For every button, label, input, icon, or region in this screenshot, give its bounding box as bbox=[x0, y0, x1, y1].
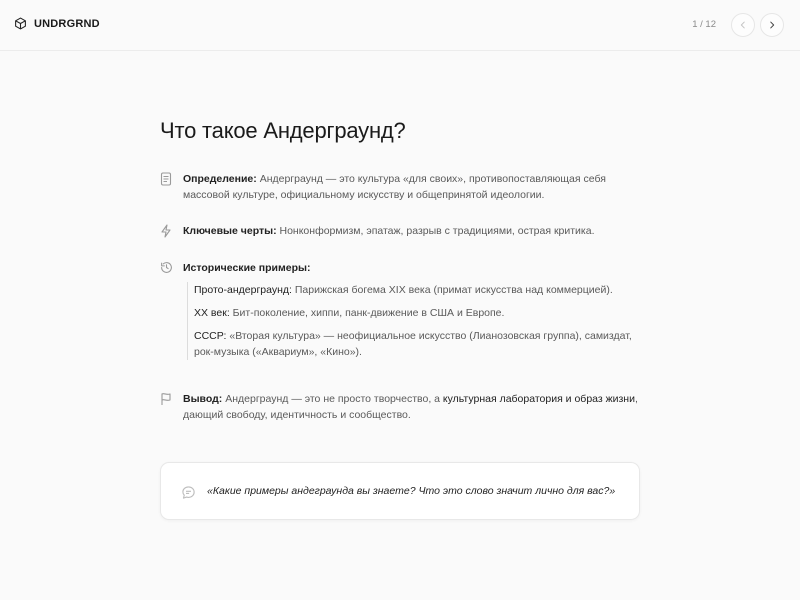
features-label: Ключевые черты: bbox=[183, 225, 277, 237]
discussion-question-card bbox=[160, 462, 640, 520]
definition-item bbox=[160, 171, 640, 203]
history-label: Исторические примеры: bbox=[183, 262, 311, 274]
top-bar bbox=[0, 0, 800, 51]
conclusion-text bbox=[183, 391, 640, 423]
chevron-left-icon bbox=[738, 20, 748, 30]
brand[interactable] bbox=[14, 17, 100, 30]
history-icon bbox=[160, 261, 174, 275]
chevron-right-icon bbox=[767, 20, 777, 30]
lightning-icon bbox=[160, 224, 174, 238]
example-label: XX век: bbox=[194, 307, 230, 319]
conclusion-label: Вывод: bbox=[183, 393, 223, 405]
discussion-question: «Какие примеры андеграунда вы знаете? Что это слово значит лично для вас?» bbox=[207, 485, 616, 497]
next-slide-button[interactable] bbox=[760, 13, 784, 37]
conclusion-body-end: , дающий свободу, идентичность и сообщество. bbox=[183, 393, 638, 421]
features-item bbox=[160, 223, 640, 239]
example-text: «Вторая культура» — неофициальное искусство (Лианозовская группа), самиздат, рок-музыка («Аквариум», «Кино»). bbox=[194, 330, 632, 358]
example-label: Прото-андерграунд: bbox=[194, 284, 292, 296]
speech-bubble-icon bbox=[181, 485, 196, 505]
definition-label: Определение: bbox=[183, 173, 257, 185]
example-item bbox=[194, 282, 640, 298]
conclusion-highlight: культурная лаборатория и образ жизни bbox=[442, 393, 635, 405]
example-item bbox=[194, 305, 640, 321]
history-item bbox=[160, 260, 640, 367]
document-icon bbox=[160, 172, 174, 186]
example-text: Парижская богема XIX века (примат искусства над коммерцией). bbox=[291, 284, 613, 296]
slide-title: Что такое Андерграунд? bbox=[160, 118, 406, 143]
features-body: Нонконформизм, эпатаж, разрыв с традициями, острая критика. bbox=[276, 225, 595, 237]
definition-text bbox=[183, 171, 640, 203]
example-item bbox=[194, 328, 640, 360]
flag-icon bbox=[160, 392, 174, 406]
page-counter: 1 / 12 bbox=[692, 19, 716, 30]
features-text bbox=[183, 223, 640, 239]
history-examples bbox=[187, 282, 640, 360]
conclusion-body-start: Андерграунд — это не просто творчество, а bbox=[222, 393, 443, 405]
prev-slide-button[interactable] bbox=[731, 13, 755, 37]
example-label: СССР: bbox=[194, 330, 227, 342]
example-text: Бит-поколение, хиппи, панк-движение в США и Европе. bbox=[229, 307, 505, 319]
definition-body: Андерграунд — это культура «для своих», противопоставляющая себя массовой культуре, официальному искусству и общепринятой идеологии. bbox=[183, 173, 606, 201]
history-text bbox=[183, 260, 640, 276]
cube-icon bbox=[14, 17, 27, 30]
conclusion-item bbox=[160, 391, 640, 423]
brand-name: UNDRGRND bbox=[34, 17, 100, 30]
